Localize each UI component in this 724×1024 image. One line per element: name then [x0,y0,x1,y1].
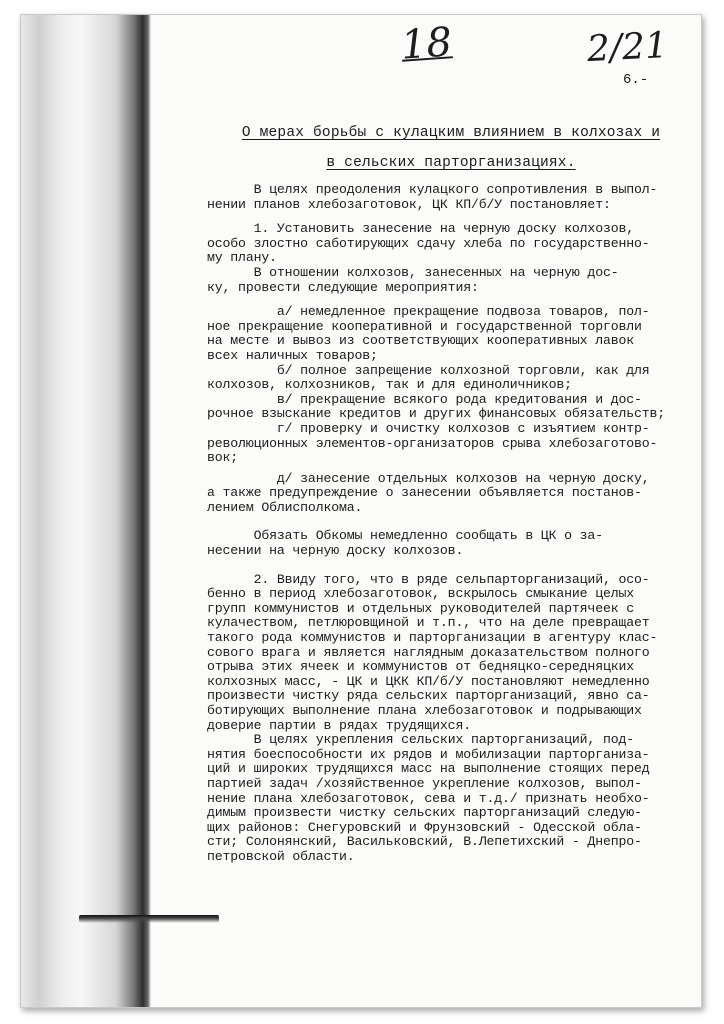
paragraph-point-2: 2. Ввиду того, что в ряде сельпарторганизаций, осо- бенно в период хлебозаготовок, вскрылось смыкание целых групп коммунистов и отдельных руководителей партячеек с кулачеством, петлюровщиной и т.п., что на деле превращает такого рода коммунистов и парторганизации в агентуру клас- сового врага и является наглядным доказательством полного отрыва этих ячеек и коммунистов от бедняцко-середняцких колхозных масс, - ЦК и ЦКК КП/б/У постановляют немедленно произвести чистку ряда сельских парторганизаций, явно са- ботирующих выполнение плана хлебозаготовок и подрывающих доверие партии в рядах трудящихся. [207,571,658,733]
paragraph-intro: В целях преодоления кулацкого сопротивления в выпол- нении планов хлебозаготовок, ЦК КП/б/У постановляет: [207,182,658,212]
handwritten-folio-number: 18 [399,19,454,69]
list-item-g: г/ проверку и очистку колхозов с изъятием контр- революционных элементов-организаторов срыва хлебозаготово- вок; [207,420,658,466]
document-title-line-2: в сельских парторганизациях. [326,155,576,171]
paragraph-obkom-duty: Обязать Обкомы немедленно сообщать в ЦК о за- несении на черную доску колхозов. [207,528,603,559]
paragraph-purge-districts: В целях укрепления сельских парторганизаций, под- нятия боеспособности их рядов и мобилизации парторганиза- ций и широких трудящихся масс на выполнение стоящих перед партией задач /хозяйственное укрепление колхозов, выпол- нение плана хлебозаготовок, сева и т.д./ признать необхо- димым произвести чистку сельских парторганизаций следую- щих районов: Снегуровский и Фрунзовский - Одесской обла- сти; Солонянский, Васильковский, В.Лепетихский - Днепро- петровской области. [207,732,650,864]
handwritten-reference: 2/21 [585,24,669,71]
list-item-a: а/ немедленное прекращение подвоза товаров, пол- ное прекращение кооперативной и государственной торговли на месте и вывоз из соответствующих кооперативных лавок всех наличных товаров; [207,304,650,363]
document-page [20,14,702,1008]
binding-spine [21,15,151,1007]
paragraph-point-1: 1. Установить занесение на черную доску колхозов, особо злостно саботирующих сдачу хлеба по государственно- му плану. [207,221,650,266]
binding-shadow [79,915,219,923]
document-body [207,183,683,865]
page-number: 6.- [623,72,649,88]
list-item-d: д/ занесение отдельных колхозов на черную доску, а также предупреждение о занесении объявляется постанов- лением Облисполкома. [207,470,650,515]
list-item-b: б/ полное запрещение колхозной торговли, как для колхозов, колхозников, так и для единоличников; [207,362,650,393]
list-item-v: в/ прекращение всякого рода кредитования и дос- рочное взыскание кредитов и других финансовых обязательств; [207,391,666,422]
document-title-line-1: О мерах борьбы с кулацким влиянием в колхозах и [241,125,661,141]
paragraph-measures-intro: В отношении колхозов, занесенных на черную дос- ку, провести следующие мероприятия: [207,264,619,295]
